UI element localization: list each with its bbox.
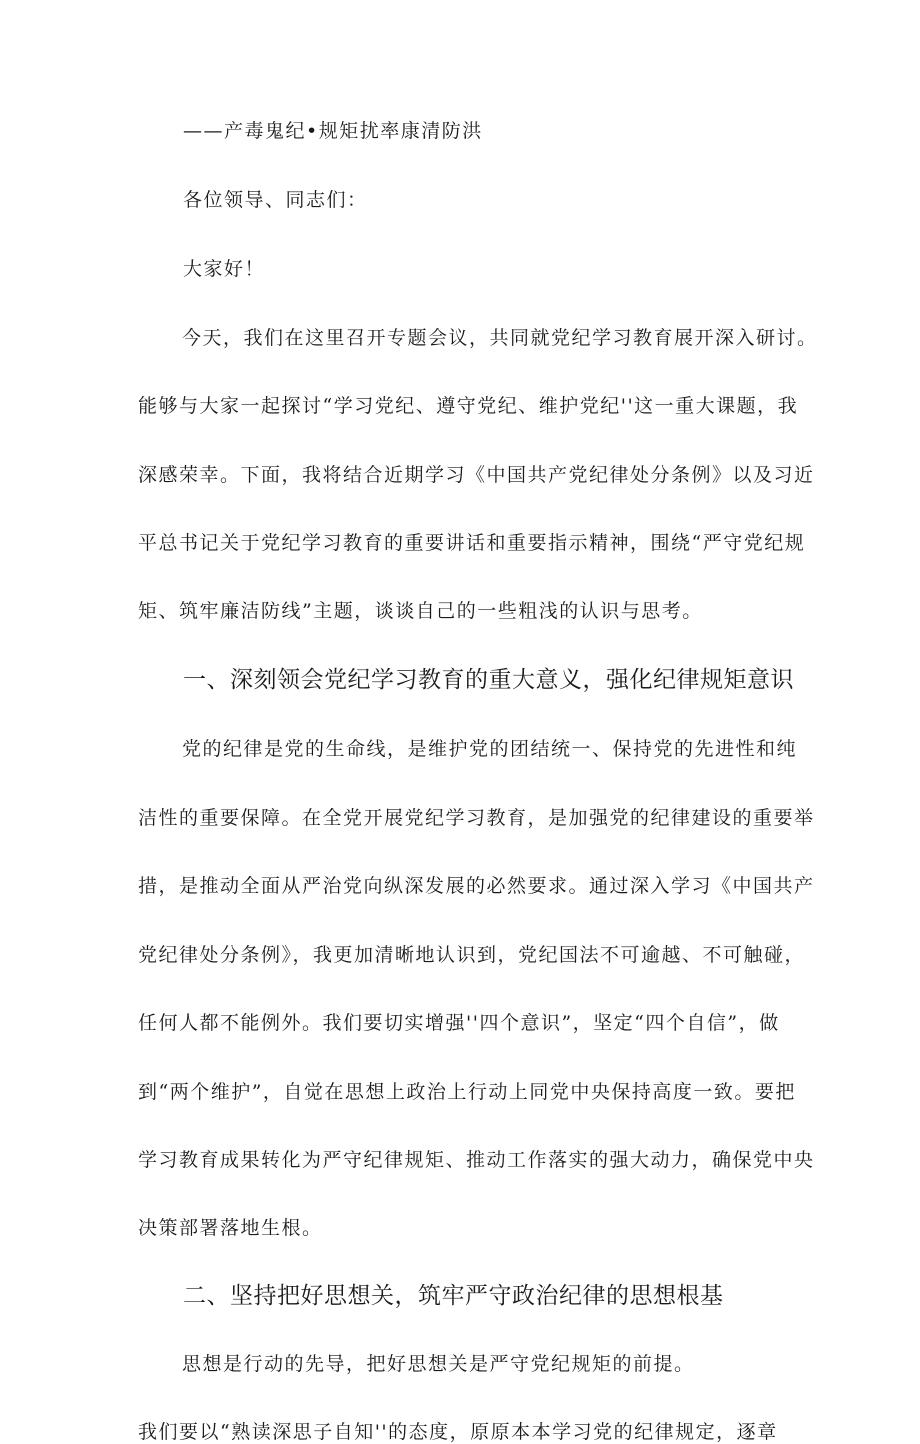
document-subtitle: ——产毒鬼纪•规矩扰率康清防洪 bbox=[183, 120, 483, 142]
intro-line: 能够与大家一起探讨“学习党纪、遵守党纪、维护党纪''这一重大课题，我 bbox=[138, 395, 799, 417]
section-2-line: 我们要以“熟读深思子自知''的态度，原原本本学习党的纪律规定，逐章 bbox=[138, 1421, 778, 1443]
section-1-line: 措，是推动全面从严治党向纵深发展的必然要求。通过深入学习《中国共产 bbox=[138, 875, 815, 897]
section-1-line: 党纪律处分条例》，我更加清晰地认识到，党纪国法不可逾越、不可触碰， bbox=[138, 944, 806, 966]
section-1-line: 学习教育成果转化为严守纪律规矩、推动工作落实的强大动力，确保党中央 bbox=[138, 1149, 815, 1171]
section-1-line: 洁性的重要保障。在全党开展党纪学习教育，是加强党的纪律建设的重要举 bbox=[138, 807, 815, 829]
section-1-heading: 一、深刻领会党纪学习教育的重大意义，强化纪律规矩意识 bbox=[183, 667, 794, 693]
section-2-heading: 二、坚持把好思想关，筑牢严守政治纪律的思想根基 bbox=[183, 1283, 724, 1309]
intro-line: 平总书记关于党纪学习教育的重要讲话和重要指示精神，围绕“严守党纪规 bbox=[138, 532, 806, 554]
intro-line: 深感荣幸。下面，我将结合近期学习《中国共产党纪律处分条例》以及习近 bbox=[138, 464, 815, 486]
greeting: 大家好！ bbox=[183, 258, 266, 280]
section-1-line: 决策部署落地生根。 bbox=[138, 1217, 323, 1239]
intro-line: 矩、筑牢廉洁防线”主题，谈谈自己的一些粗浅的认识与思考。 bbox=[138, 600, 703, 622]
salutation: 各位领导、同志们： bbox=[183, 189, 368, 211]
intro-line: 今天，我们在这里召开专题会议，共同就党纪学习教育展开深入研讨。 bbox=[182, 327, 818, 349]
section-1-line: 任何人都不能例外。我们要切实增强''四个意识”，坚定“四个自信”，做 bbox=[138, 1012, 780, 1034]
section-2-line: 思想是行动的先导，把好思想关是严守党纪规矩的前提。 bbox=[182, 1353, 695, 1375]
section-1-line: 党的纪律是党的生命线，是维护党的团结统一、保持党的先进性和纯 bbox=[182, 738, 798, 760]
section-1-line: 到“两个维护”，自觉在思想上政治上行动上同党中央保持高度一致。要把 bbox=[138, 1081, 796, 1103]
